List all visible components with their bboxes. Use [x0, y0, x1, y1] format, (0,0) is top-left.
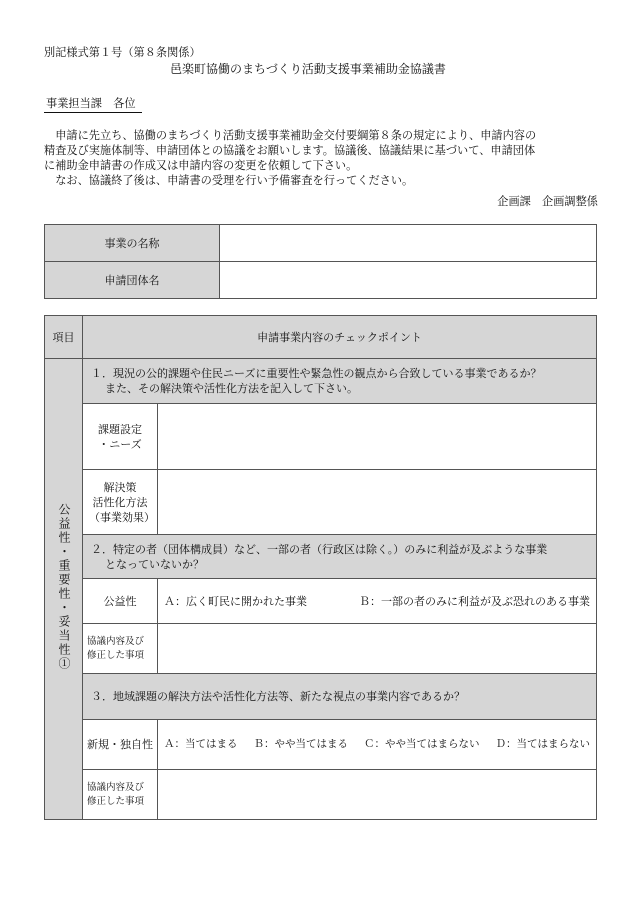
solution-label-line: （事業効果）	[89, 510, 155, 524]
checkpoint-table	[44, 315, 597, 820]
notes-field-2[interactable]	[158, 770, 597, 820]
instruction-line: に補助金申請書の作成又は申請内容の変更を依頼して下さい。	[44, 159, 358, 172]
novelty-label: 新規・独自性	[83, 720, 158, 770]
department-signature: 企画課 企画調整係	[497, 195, 598, 208]
notes-label-line: 協議内容及び	[87, 781, 145, 793]
issue-field[interactable]	[158, 404, 597, 470]
question-2	[83, 535, 597, 579]
instruction-line: 精査及び実施体制等、申請団体との協議をお願いします。協議後、協議結果に基づいて、申請団体	[44, 144, 536, 157]
notes-label-2	[83, 770, 158, 820]
document-title: 邑楽町協働のまちづくり活動支援事業補助金協議書	[170, 62, 446, 76]
solution-field[interactable]	[158, 470, 597, 535]
addressee: 事業担当課 各位	[44, 96, 142, 113]
category-label: 公益性・重要性・妥当性①	[57, 503, 71, 671]
applicant-field[interactable]	[220, 262, 597, 299]
solution-label-line: 解決策	[103, 480, 137, 494]
issue-label	[83, 404, 158, 470]
issue-label-line: 課題設定	[98, 422, 142, 436]
public-option-b[interactable]: Ｂ：一部の者のみに利益が及ぶ恐れのある事業	[359, 594, 590, 608]
notes-label-line: 協議内容及び	[87, 635, 145, 647]
question-2-line: となっていないか？	[105, 557, 204, 571]
instruction-line: 申請に先立ち、協働のまちづくり活動支援事業補助金交付要綱第８条の規定により、申請内容の	[44, 129, 537, 142]
notes-label-line: 修正した事項	[87, 795, 145, 807]
instruction-line: なお、協議終了後は、申請書の受理を行い予備審査を行ってください。	[44, 174, 414, 187]
applicant-label: 申請団体名	[45, 262, 220, 299]
issue-label-line: ・ニーズ	[98, 437, 142, 451]
project-name-field[interactable]	[220, 225, 597, 262]
question-2-line: ２．特定の者（団体構成員）など、一部の者（行政区は除く。）のみに利益が及ぶような事業	[91, 542, 548, 556]
solution-label	[83, 470, 158, 535]
novelty-option-b[interactable]: Ｂ：やや当てはまる	[253, 738, 348, 750]
novelty-options	[158, 720, 597, 770]
public-interest-label: 公益性	[83, 579, 158, 624]
question-1-line: また、その解決策や活性化方法を記入して下さい。	[105, 382, 358, 395]
question-1-line: １．現況の公的課題や住民ニーズに重要性や緊急性の観点から合致している事業であるか？	[91, 367, 542, 380]
novelty-option-d[interactable]: Ｄ：当てはまらない	[495, 738, 590, 750]
item-column-header: 項目	[45, 316, 83, 359]
checkpoint-column-header: 申請事業内容のチェックポイント	[83, 316, 597, 359]
summary-table	[44, 224, 597, 299]
notes-field-1[interactable]	[158, 624, 597, 674]
novelty-option-a[interactable]: Ａ：当てはまる	[164, 738, 238, 750]
instruction-text	[44, 128, 604, 188]
notes-label-line: 修正した事項	[87, 649, 145, 661]
question-3: ３．地域課題の解決方法や活性化方法等、新たな視点の事業内容であるか？	[83, 674, 597, 720]
novelty-option-c[interactable]: Ｃ：やや当てはまらない	[364, 738, 480, 750]
notes-label-1	[83, 624, 158, 674]
public-interest-options	[158, 579, 597, 624]
category-cell	[45, 359, 83, 820]
solution-label-line: 活性化方法	[92, 495, 148, 509]
project-name-label: 事業の名称	[45, 225, 220, 262]
question-1	[83, 359, 597, 404]
public-option-a[interactable]: Ａ：広く町民に開かれた事業	[164, 594, 307, 608]
form-label: 別記様式第１号（第８条関係）	[44, 46, 201, 59]
